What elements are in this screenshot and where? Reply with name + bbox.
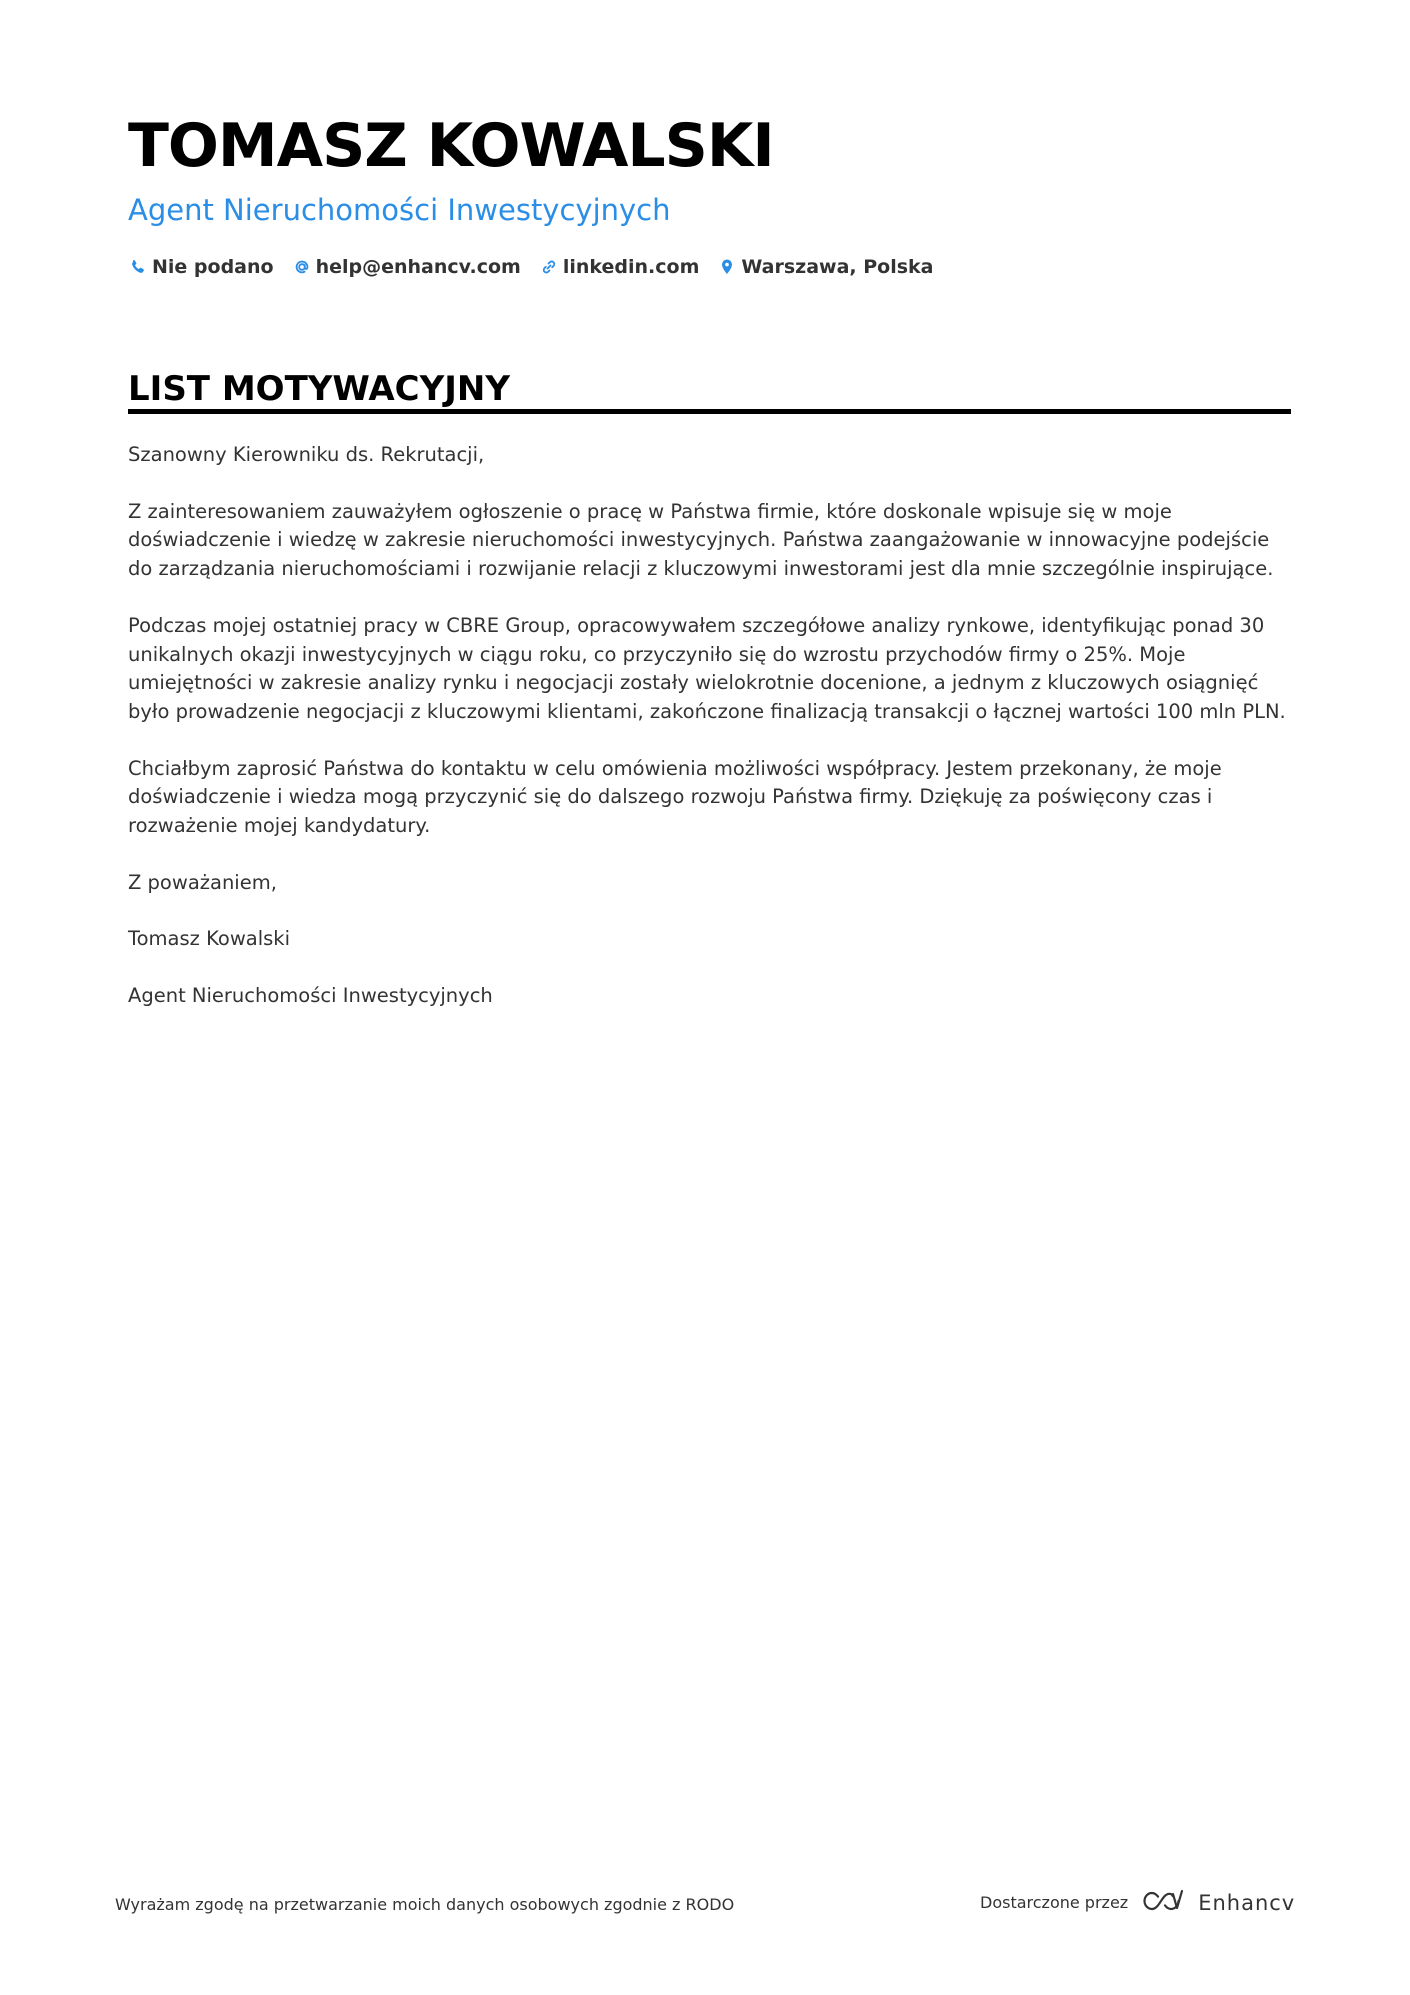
link-icon: [539, 257, 559, 277]
letter-closing: Z poważaniem,: [128, 870, 277, 894]
contact-phone-text: Nie podano: [152, 256, 274, 278]
footer-branding[interactable]: [980, 1888, 1295, 1918]
at-icon: [292, 257, 312, 277]
phone-icon: [128, 257, 148, 277]
contact-linkedin[interactable]: [539, 253, 700, 281]
section-title: LIST MOTYWACYJNY: [128, 369, 510, 409]
signature-name: Tomasz Kowalski: [128, 927, 290, 951]
letter-paragraph: Chciałbym zaprosić Państwa do kontaktu w celu omówienia możliwości współpracy. Jestem przekonany, że moje doświadczenie i wiedza mogą przyczynić się do dalszego rozwoju Państwa firmy. Dziękuję za poświęcony czas i rozważenie mojej kandydatury.: [128, 756, 1222, 838]
gdpr-consent-note: Wyrażam zgodę na przetwarzanie moich danych osobowych zgodnie z RODO: [115, 1895, 735, 1914]
section-divider: [128, 409, 1291, 414]
enhancv-logo-icon: [1140, 1888, 1186, 1918]
letter-greeting: Szanowny Kierowniku ds. Rekrutacji,: [128, 443, 485, 466]
letter-body: [128, 441, 1291, 1039]
candidate-headline: Agent Nieruchomości Inwestycyjnych: [128, 193, 671, 227]
signature-title: Agent Nieruchomości Inwestycyjnych: [128, 984, 493, 1008]
contact-email-text[interactable]: help@enhancv.com: [315, 256, 521, 278]
enhancv-logo-text: Enhancv: [1198, 1891, 1296, 1915]
candidate-name: TOMASZ KOWALSKI: [128, 111, 774, 181]
contact-location-text: Warszawa, Polska: [741, 256, 934, 278]
contact-email[interactable]: [292, 253, 521, 281]
letter-paragraph: Podczas mojej ostatniej pracy w CBRE Group, opracowywałem szczegółowe analizy rynkowe, identyfikując ponad 30 unikalnych okazji inwestycyjnych w ciągu roku, co przyczyniło się do wzrostu przychodów firmy o 25%. Moje umiejętności w zakresie analizy rynku i negocjacji zostały wielokrotnie docenione, a jednym z kluczowych osiągnięć było prowadzenie negocjacji z kluczowymi klientami, zakończone finalizacją transakcji o łącznej wartości 100 mln PLN.: [128, 613, 1286, 723]
contact-bar: [128, 253, 952, 281]
location-pin-icon: [717, 257, 737, 277]
contact-phone: [128, 253, 274, 281]
letter-paragraph: Z zainteresowaniem zauważyłem ogłoszenie o pracę w Państwa firmie, które doskonale wpisuje się w moje doświadczenie i wiedzę w zakresie nieruchomości inwestycyjnych. Państwa zaangażowanie w innowacyjne podejście do zarządzania nieruchomościami i rozwijanie relacji z kluczowymi inwestorami jest dla mnie szczególnie inspirujące.: [128, 499, 1274, 581]
contact-linkedin-text[interactable]: linkedin.com: [562, 256, 700, 278]
contact-location: [717, 253, 933, 281]
provided-by-label: Dostarczone przez: [980, 1893, 1129, 1912]
